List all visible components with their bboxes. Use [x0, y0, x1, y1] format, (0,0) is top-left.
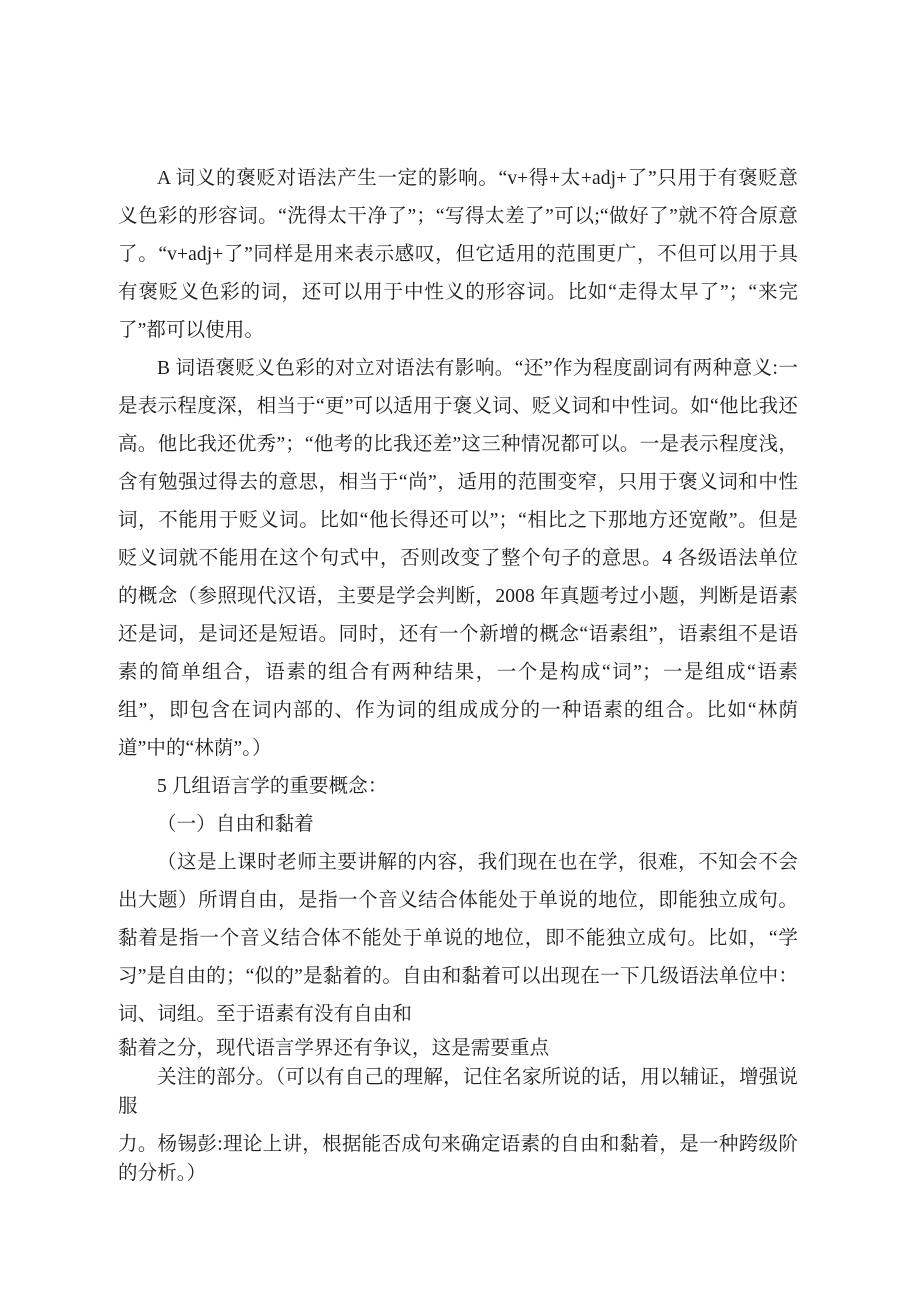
- heading-five-key-linguistic-concepts: 5 几组语言学的重要概念：: [157, 776, 388, 797]
- tail-line-dispute: 黏着之分，现代语言学界还有争议，这是需要重点: [118, 1038, 550, 1059]
- paragraph-b-opposition-of-color: B 词语褒贬义色彩的对立对语法有影响。“还”作为程度副词有两种意义:一是表示程度深，相当于“更”可以适用于褒义词、贬义词和中性词。如“他比我还高。他比我还优秀”；“他考的比我还差”这三种情况都可以。一是表示程度浅，含有勉强过得去的意思，相当于“尚”，适用的范围变窄，只用于褒义词和中性词，不能用于贬义词。比如“他长得还可以”；“相比之下那地方还宽敞”。但是贬义词就不能用在这个句式中，否则改变了整个句子的意思。4 各级语法单位的概念（参照现代汉语，主要是学会判断，2008 年真题考过小题，判断是语素还是词，是词还是短语。同时，还有一个新增的概念“语素组”，语素组不是语素的简单组合，语素的组合有两种结果，一个是构成“词”；一是组成“语素组”，即包含在词内部的、作为词的组成成分的一种语素的组合。比如“林荫道”中的“林荫”。）: [118, 358, 798, 759]
- document-text-column: [118, 160, 798, 1188]
- tail-spacer: [118, 1121, 798, 1130]
- paragraph-free-and-bound-definition: （这是上课时老师主要讲解的内容，我们现在也在学，很难，不知会不会出大题）所谓自由，是指一个音义结合体能处于单说的地位，即能独立成句。黏着是指一个音义结合体不能处于单说的地位，即不能独立成句。比如，“学习”是自由的；“似的”是黏着的。自由和黏着可以出现在一下几级语法单位中：词、词组。至于语素有没有自由和: [118, 852, 798, 1025]
- tail-line-focus-part: 关注的部分。（可以有自己的理解，记住名家所说的话，用以辅证，增强说服: [118, 1067, 798, 1117]
- heading-one-free-and-bound: （一）自由和黏着: [157, 814, 314, 835]
- paragraph-a-commendatory-derogatory: A 词义的褒贬对语法产生一定的影响。“v+得+太+adj+了”只用于有褒贬意义色彩的形容词。“洗得太干净了”；“写得太差了”可以;“做好了”就不符合原意了。“v+adj+了”同样是用来表示感叹，但它适用的范围更广，不但可以用于具有褒贬义色彩的词，还可以用于中性义的形容词。比如“走得太早了”；“来完了”都可以使用。: [118, 168, 798, 341]
- tail-line-yang-xipeng-citation: 力。杨锡彭:理论上讲，根据能否成句来确定语素的自由和黏着，是一种跨级阶的分析。）: [118, 1134, 798, 1184]
